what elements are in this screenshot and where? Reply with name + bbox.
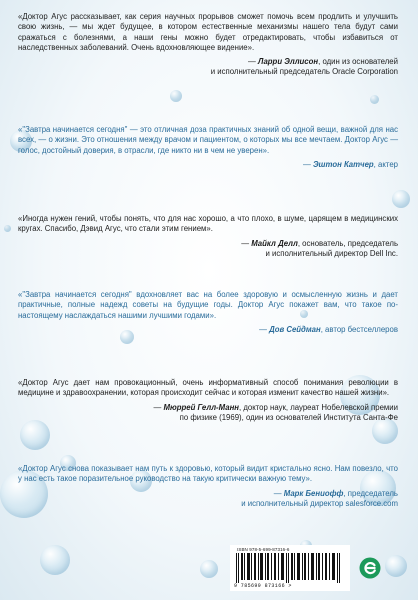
quote-role: , основатель, председатель	[297, 238, 398, 248]
quote-text: «Доктор Агус рассказывает, как серия научных прорывов сможет помочь всем продлить и улучшить свою жизнь, — мы ждет будущее, в котором естественные механизмы нашего тела будут сами сражаться с болезнями, а наши гены можно будет отредактировать, чтобы избавиться от наследственных заболеваний. Очень вдохновляющее видение».	[18, 12, 398, 52]
quote-author: Марк Бениофф	[283, 488, 344, 498]
quote-text: «Иногда нужен гений, чтобы понять, что для нас хорошо, а что плохо, в шуме, царящем в медицинских кругах. Спасибо, Дэвид Агус, что стали этим гением».	[18, 214, 398, 234]
quote-role: , председатель	[343, 488, 398, 498]
bubble	[20, 420, 50, 450]
bubble	[370, 95, 379, 104]
quote-attribution: — Мюррей Гелл-Манн, доктор наук, лауреат Нобелевской премии по физике (1969), один из основателей Института Санта-Фе	[153, 402, 398, 422]
quote-role: , актер	[373, 159, 398, 169]
quote-author: Мюррей Гелл-Манн	[163, 402, 239, 412]
quote-role: , автор бестселлеров	[320, 324, 398, 334]
quote-text: «"Завтра начинается сегодня" вдохновляет вас на более здоровую и осмысленную жизнь и дает практичные, полные надежд советы на будущие годы. Доктор Агус покажет вам, что такое по-настоящему наслаждаться нашими лучшими годами».	[18, 290, 398, 320]
quote-attribution: — Эштон Катчер, актер	[302, 159, 398, 169]
quote-block-3	[18, 214, 398, 259]
quote-block-6	[18, 464, 398, 509]
quote-block-2	[18, 125, 398, 170]
quote-role-line2: и исполнительный председатель Oracle Corporation	[210, 67, 398, 77]
isbn-number: ISBN 978-5-699-87316-6	[237, 547, 290, 552]
quote-role: , один из основателей	[318, 57, 398, 67]
bubble	[385, 555, 407, 577]
quote-block-5	[18, 378, 398, 423]
bubble	[40, 545, 70, 575]
quote-attribution: — Марк Бениофф, председатель и исполнительный директор salesforce.com	[241, 488, 398, 508]
quote-block-4	[18, 290, 398, 335]
quote-author: Майкл Делл	[251, 238, 298, 248]
isbn-barcode	[230, 545, 350, 591]
quote-author: Эштон Катчер	[312, 159, 374, 169]
quote-role: , доктор наук, лауреат Нобелевской премии	[238, 402, 398, 412]
quote-attribution: — Ларри Эллисон, один из основателей и исполнительный председатель Oracle Corporation	[210, 57, 398, 77]
eksmo-logo-icon	[359, 557, 381, 579]
bubble	[200, 560, 218, 578]
quote-author: Ларри Эллисон	[258, 57, 319, 67]
quote-attribution: — Майкл Делл, основатель, председатель и исполнительный директор Dell Inc.	[241, 238, 398, 258]
quote-attribution: — Дов Сейдман, автор бестселлеров	[259, 324, 398, 334]
quote-role-line2: и исполнительный директор Dell Inc.	[265, 248, 398, 258]
quote-block-1	[18, 12, 398, 78]
quote-role-line2: по физике (1969), один из основателей Института Санта-Фе	[179, 412, 398, 422]
bubble	[4, 225, 11, 232]
quote-text: «"Завтра начинается сегодня" — это отличная доза практичных знаний об одной вещи, важной для нас всех, — о жизни. Это отношения между врачом и пациентом, о которых мы все мечтаем. Доктор Агус — голос, достойный доверия, в отрасли, где никто ни в чем не уверен».	[18, 125, 398, 155]
quote-text: «Доктор Агус дает нам провокационный, очень информативный способ понимания революции в медицине и здравоохранении, которая происходит сейчас и которая изменит качество нашей жизни».	[18, 378, 398, 398]
quote-role-line2: и исполнительный директор salesforce.com	[241, 498, 398, 508]
barcode-digits: 9 785699 873166 >	[234, 583, 292, 589]
quote-author: Дов Сейдман	[269, 324, 321, 334]
barcode-bars	[236, 553, 344, 583]
bubble	[392, 190, 410, 208]
quote-text: «Доктор Агус снова показывает нам путь к здоровью, который видит кристально ясно. Нам повезло, что у нас есть такое поразительное руководство на такую критически важную тему».	[18, 464, 398, 484]
bubble	[170, 90, 182, 102]
